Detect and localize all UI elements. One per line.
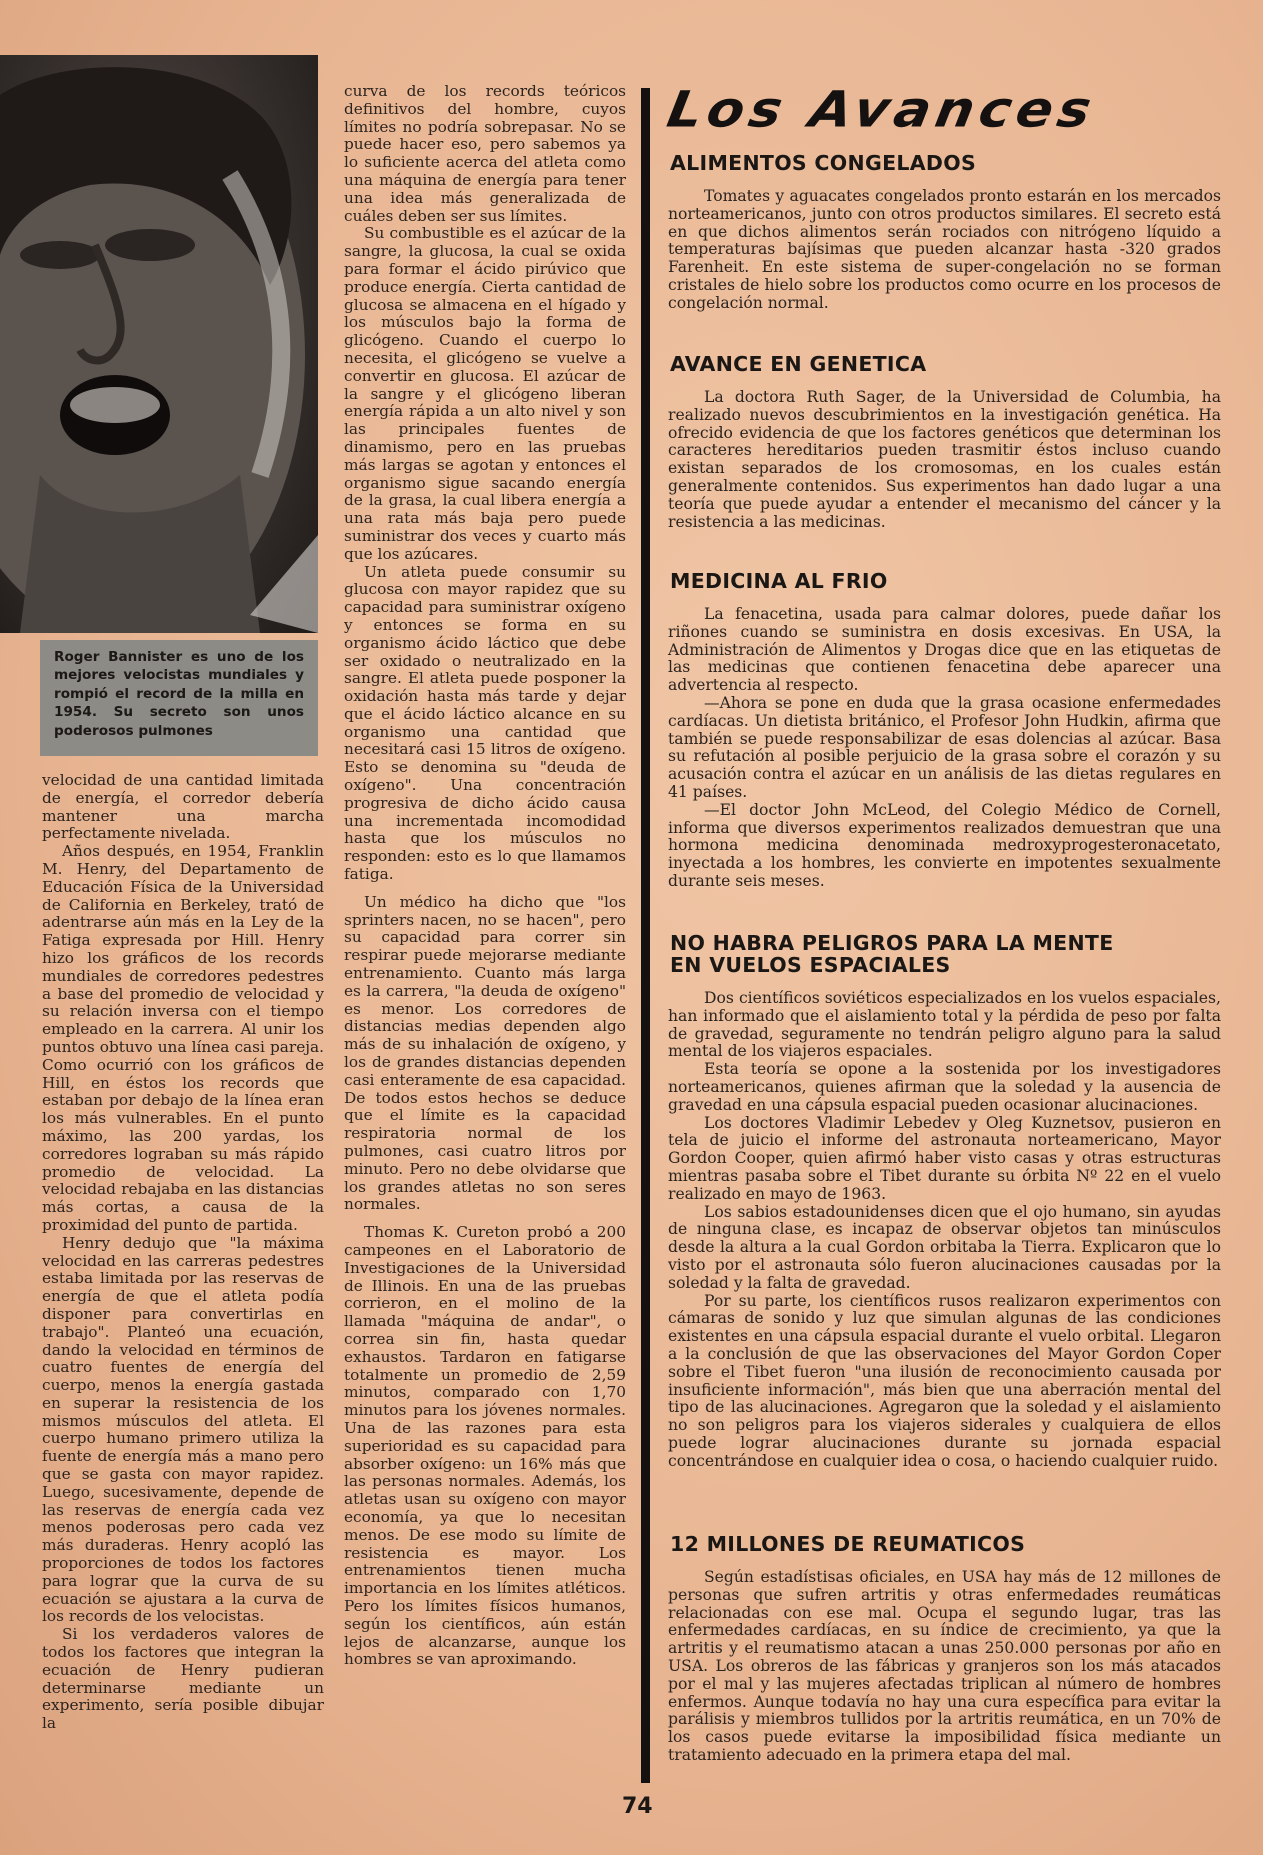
section-body xyxy=(668,990,1221,1471)
section-paragraph: Según estadístisas oficiales, en USA hay más de 12 millones de personas que sufren artritis y otras enfermedades reumáticas relacionadas con ese mal. Ocupa el segundo lugar, tras las enfermedades cardíacas, en su índice de crecimiento, ya que la artritis y el reumatismo atacan a unas 250.000 personas por año en USA. Los obreros de las fábricas y granjeros son los más atacados por el mal y las mujeres afectadas triplican al número de hombres enfermos. Aunque todavía no hay una cura específica para evitar la parálisis y miembros tullidos por la artritis reumática, en un 70% de los casos puede evitarse la imposibilidad física mediante un tratamiento adecuado en la primera etapa del mal. xyxy=(668,1568,1221,1764)
section-paragraph: La doctora Ruth Sager, de la Universidad de Columbia, ha realizado nuevos descubrimientos en la investigación genética. Ha ofrecido evidencia de que los factores genéticos que determinan los caracteres hereditarios pueden trasmitir éstos incluso cuando existan separados de los cromosomas, en los cuales están generalmente contenidos. Sus experimentos han dado lugar a una teoría que puede ayudar a entender el mecanismo del cáncer y la resistencia a las medicinas. xyxy=(668,388,1221,531)
runner-photo xyxy=(0,55,318,633)
section-heading: ALIMENTOS CONGELADOS xyxy=(670,151,977,175)
section-paragraph: —Ahora se pone en duda que la grasa ocasione enfermedades cardíacas. Un dietista británico, el Profesor John Hudkin, afirma que también se puede responsabilizar de esas dolencias al azúcar. Basa su refutación al posible perjuicio de la grasa sobre el corazón y su acusación contra el azúcar en un análisis de las dietas regulares en 41 países. xyxy=(668,693,1221,801)
runner-face-image xyxy=(0,55,318,633)
page-number: 74 xyxy=(622,1794,653,1819)
section-heading: NO HABRA PELIGROS PARA LA MENTE EN VUELOS ESPACIALES xyxy=(670,931,1114,977)
article-paragraph: Un atleta puede consumir su glucosa con mayor rapidez que su capacidad para suministrar oxígeno y entonces se forma en su organismo ácido láctico que debe ser oxidado o neutralizado en la sangre. El atleta puede posponer la oxidación hasta más tarde y dejar que el ácido láctico alcance en su organismo una cantidad que necesitará casi 15 litros de oxígeno. Esto se denomina su "deuda de oxígeno". Una concentración progresiva de dicho ácido causa una incrementada incomodidad hasta que los músculos no responden: esto es lo que llamamos fatiga. xyxy=(344,562,626,884)
news-section-vuelos-espaciales xyxy=(668,932,1221,1471)
section-body xyxy=(668,606,1221,891)
section-body xyxy=(668,389,1221,531)
article-column-2 xyxy=(344,83,626,1669)
section-paragraph: —El doctor John McLeod, del Colegio Médico de Cornell, informa que diversos experimentos realizados demuestran que una hormona medicina denominada medroxyprogesteronacetato, inyectada a los hombres, les convierte en impotentes sexualmente durante seis meses. xyxy=(668,800,1221,890)
masthead-title: Los Avances xyxy=(662,80,1101,139)
section-paragraph: Los doctores Vladimir Lebedev y Oleg Kuznetsov, pusieron en tela de juicio el informe del astronauta norteamericano, Mayor Gordon Cooper, quien afirmó haber visto casas y otras estructuras mientras pasaba sobre el Tibet durante su órbita Nº 22 en el vuelo realizado en mayo de 1963. xyxy=(668,1113,1221,1203)
article-paragraph: Si los verdaderos valores de todos los factores que integran la ecuación de Henry pudieran determinarse mediante un experimento, sería posible dibujar la xyxy=(42,1625,324,1733)
section-paragraph: La fenacetina, usada para calmar dolores, puede dañar los riñones cuando se suministra en dosis excesivas. En USA, la Administración de Alimentos y Drogas dice que en las etiquetas de las medicinas que contienen fenacetina debe aparecer una advertencia al respecto. xyxy=(668,605,1221,695)
section-body xyxy=(668,1569,1221,1765)
news-section-alimentos xyxy=(668,152,1221,313)
article-paragraph: Un médico ha dicho que "los sprinters nacen, no se hacen", pero su capacidad para correr sin respirar puede mejorarse mediante entrenamiento. Cuanto más larga es la carrera, "la deuda de oxígeno" es menor. Los corredores de distancias medias dependen algo más de su inhalación de oxígeno, y los de grandes distancias dependen casi enteramente de esa capacidad. De todos estos hechos se deduce que el límite es la capacidad respiratoria normal de los pulmones, casi cuatro litros por minuto. Pero no debe olvidarse que los grandes atletas no son seres normales. xyxy=(344,892,626,1214)
section-heading: 12 MILLONES DE REUMATICOS xyxy=(670,1532,1026,1556)
section-paragraph: Por su parte, los científicos rusos realizaron experimentos con cámaras de sonido y luz que simulan algunas de las condiciones existentes en una cápsula espacial durante el vuelo orbital. Llegaron a la conclusión de que las observaciones del Mayor Gordon Coper sobre el Tibet fueron "una ilusión de reconocimiento causada por insuficiente información", más bien que una aberración mental del tipo de las alucinaciones. Agregaron que la soledad y el aislamiento no son peligros para los viajeros siderales y cualquiera de ellos puede lograr alucinaciones durante su jornada espacial concentrándose en cualquier idea o cosa, o haciendo cualquier ruido. xyxy=(668,1291,1221,1470)
section-heading: MEDICINA AL FRIO xyxy=(670,569,888,593)
article-paragraph: velocidad de una cantidad limitada de energía, el corredor debería mantener una marcha perfectamente nivelada. xyxy=(42,771,324,843)
article-column-1 xyxy=(42,772,324,1733)
section-body xyxy=(668,188,1221,313)
photo-caption: Roger Bannister es uno de los mejores velocistas mundiales y rompió el record de la milla en 1954. Su secreto son unos poderosos pulmones xyxy=(40,640,318,756)
article-paragraph: Su combustible es el azúcar de la sangre, la glucosa, la cual se oxida para formar el ácido pirúvico que produce energía. Cierta cantidad de glucosa se almacena en el hígado y los músculos bajo la forma de glicógeno. Cuando el cuerpo lo necesita, el glicógeno se vuelve a convertir en glucosa. El azúcar de la sangre y el glicógeno liberan energía rápida a un alto nivel y son las principales fuentes de dinamismo, pero en las pruebas más largas se agotan y entonces el organismo sigue sacando energía de la grasa, la cual libera energía a una rata más baja pero puede suministrar dos veces y cuarto más que los azúcares. xyxy=(344,224,626,563)
section-paragraph: Tomates y aguacates congelados pronto estarán en los mercados norteamericanos, junto con otros productos similares. El secreto está en que dichos alimentos serán rociados con nitrógeno líquido a temperaturas bajísimas que pueden alcanzar hasta -320 grados Farenheit. En este sistema de super-congelación no se forman cristales de hielo sobre los productos como ocurre en los procesos de congelación normal. xyxy=(668,187,1221,312)
news-section-medicina xyxy=(668,570,1221,891)
column-divider xyxy=(641,88,650,1783)
news-section-genetica xyxy=(668,353,1221,531)
section-paragraph: Los sabios estadounidenses dicen que el ojo humano, sin ayudas de ninguna clase, es incapaz de observar objetos tan minúsculos desde la altura a la cual Gordon orbitaba la Tierra. Explicaron que lo visto por el astronauta sólo fueron alucinaciones causadas por la soledad y la falta de gravedad. xyxy=(668,1202,1221,1292)
section-paragraph: Dos científicos soviéticos especializados en los vuelos espaciales, han informado que el aislamiento total y la pérdida de peso por falta de gravedad, seguramente no tendrán peligro alguno para la salud mental de los viajeros espaciales. xyxy=(668,989,1221,1061)
article-paragraph: Thomas K. Cureton probó a 200 campeones en el Laboratorio de Investigaciones de la Universidad de Illinois. En una de las pruebas corrieron, en el molino de la llamada "máquina de andar", o correa sin fin, hasta quedar exhaustos. Tardaron en fatigarse totalmente un promedio de 2,59 minutos, comparado con 1,70 minutos para los jóvenes normales. Una de las razones para esta superioridad es su capacidad para absorber oxígeno: un 16% más que las personas normales. Además, los atletas usan su oxígeno con mayor economía, ya que lo necesitan menos. De ese modo su límite de resistencia es mayor. Los entrenamientos tienen mucha importancia en los límites atléticos. Pero los límites físicos humanos, según los científicos, aún están lejos de alcanzarse, aunque los hombres se van aproximando. xyxy=(344,1223,626,1669)
article-paragraph: curva de los records teóricos definitivos del hombre, cuyos límites no podría sobrepasar. No se puede hacer eso, pero sabemos ya lo suficiente acerca del atleta como una máquina de energía para tener una idea más generalizada de cuáles deben ser sus límites. xyxy=(344,82,626,225)
article-paragraph: Henry dedujo que "la máxima velocidad en las carreras pedestres estaba limitada por las reservas de energía de que el atleta podía disponer para convertirlas en trabajo". Planteó una ecuación, dando la velocidad en términos de cuatro fuentes de energía del cuerpo, menos la energía gastada en superar la resistencia de los mismos músculos del atleta. El cuerpo humano primero utiliza la fuente de energía más a mano pero que se gasta con mayor rapidez. Luego, sucesivamente, depende de las reservas de energía cada vez menos poderosas pero cada vez más duraderas. Henry acopló las proporciones de todos los factores para lograr que la curva de su ecuación se ajustara a la curva de los records de los velocistas. xyxy=(42,1233,324,1626)
section-paragraph: Esta teoría se opone a la sostenida por los investigadores norteamericanos, quienes afirman que la soledad y la ausencia de gravedad en una cápsula espacial pueden ocasionar alucinaciones. xyxy=(668,1060,1221,1114)
news-section-reumaticos xyxy=(668,1533,1221,1765)
article-paragraph: Años después, en 1954, Franklin M. Henry, del Departamento de Educación Física de la Universidad de California en Berkeley, trató de adentrarse aún más en la Ley de la Fatiga expresada por Hill. Henry hizo los gráficos de los records mundiales de corredores pedestres a base del promedio de velocidad y su relación inversa con el tiempo empleado en la carrera. Al unir los puntos obtuvo una línea casi pareja. Como ocurrió con los gráficos de Hill, en éstos los records que estaban por debajo de la línea eran los más vulnerables. En el punto máximo, las 200 yardas, los corredores lograban su más rápido promedio de velocidad. La velocidad rebajaba en las distancias más cortas, a causa de la proximidad del punto de partida. xyxy=(42,842,324,1234)
section-heading: AVANCE EN GENETICA xyxy=(670,352,927,376)
